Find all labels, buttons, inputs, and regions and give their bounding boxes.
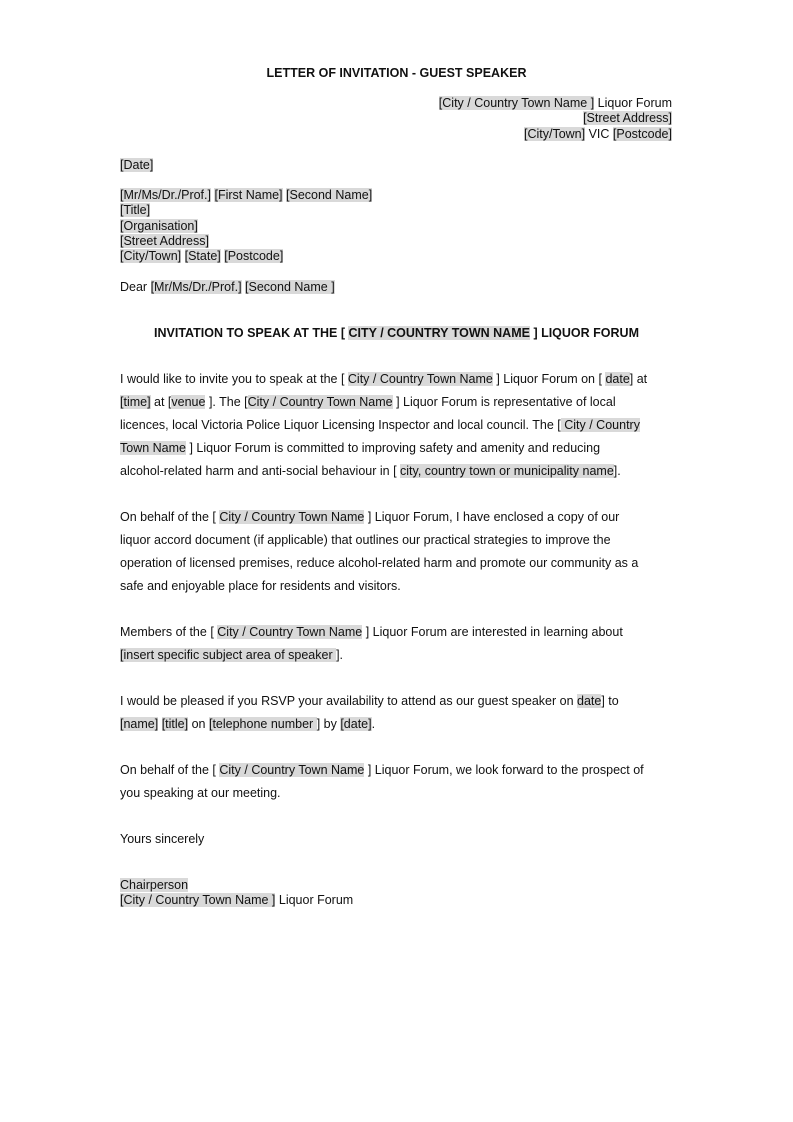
paragraph-members: Members of the [ City / Country Town Name ] Liquor Forum are interested in learning about [insert specific subject area of speaker ]. bbox=[120, 625, 623, 662]
sender-line-2 bbox=[439, 111, 672, 126]
recipient-organisation: [Organisation] bbox=[120, 218, 198, 233]
sender-postcode: [Postcode] bbox=[612, 126, 672, 141]
paragraph-prospect: On behalf of the [ City / Country Town Name ] Liquor Forum, we look forward to the prospect of you speaking at our meeting. bbox=[120, 763, 644, 800]
paragraph-invitation: I would like to invite you to speak at the [ City / Country Town Name ] Liquor Forum on [ date] at [time] at [venue ]. The [City / Country Town Name ] Liquor Forum is representative of local licences, local Victoria Police Liquor Licensing Inspector and local council. The [ City / Country Town Name ] Liquor Forum is committed to improving safety and amenity and reducing alcohol-related harm and anti-social behaviour in [ city, country town or municipality name]. bbox=[120, 372, 648, 478]
sender-street-address: [Street Address] bbox=[583, 111, 672, 126]
recipient-city-line: [City/Town] [State] [Postcode] bbox=[120, 249, 284, 264]
paragraph-accord: On behalf of the [ City / Country Town Name ] Liquor Forum, I have enclosed a copy of our liquor accord document (if applicable) that outlines our practical strategies to improve the operation of licensed premises, reduce alcohol-related harm and promote our community as a safe and enjoyable place for residents and visitors. bbox=[120, 510, 639, 593]
subheading: INVITATION TO SPEAK AT THE [ CITY / COUNTRY TOWN NAME ] LIQUOR FORUM bbox=[154, 326, 639, 340]
recipient-address bbox=[120, 188, 372, 264]
signature-block bbox=[120, 878, 353, 909]
sender-line-3: [City/Town] VIC [Postcode] bbox=[523, 126, 672, 141]
recipient-title: [Title] bbox=[120, 203, 151, 218]
letter-date: [Date] bbox=[120, 158, 154, 172]
sender-city-town-name: [City / Country Town Name ] bbox=[438, 96, 595, 110]
recipient-name-line: [Mr/Ms/Dr./Prof.] [First Name] [Second Name] bbox=[120, 188, 373, 202]
sender-address bbox=[439, 96, 672, 142]
dear-line: Dear [Mr/Ms/Dr./Prof.] [Second Name ] bbox=[120, 280, 335, 294]
signature-role: Chairperson bbox=[120, 878, 189, 892]
sender-line-1: [City / Country Town Name ] Liquor Forum bbox=[438, 96, 672, 110]
sender-city-town: [City/Town] bbox=[523, 126, 586, 141]
letter-title: LETTER OF INVITATION - GUEST SPEAKER bbox=[266, 66, 527, 80]
paragraph-rsvp: I would be pleased if you RSVP your availability to attend as our guest speaker on date] to [name] [title] on [telephone number ] by [date]. bbox=[120, 694, 619, 731]
closing: Yours sincerely bbox=[120, 832, 205, 846]
recipient-street: [Street Address] bbox=[120, 233, 209, 248]
signature-forum: [City / Country Town Name ] Liquor Forum bbox=[120, 893, 354, 908]
